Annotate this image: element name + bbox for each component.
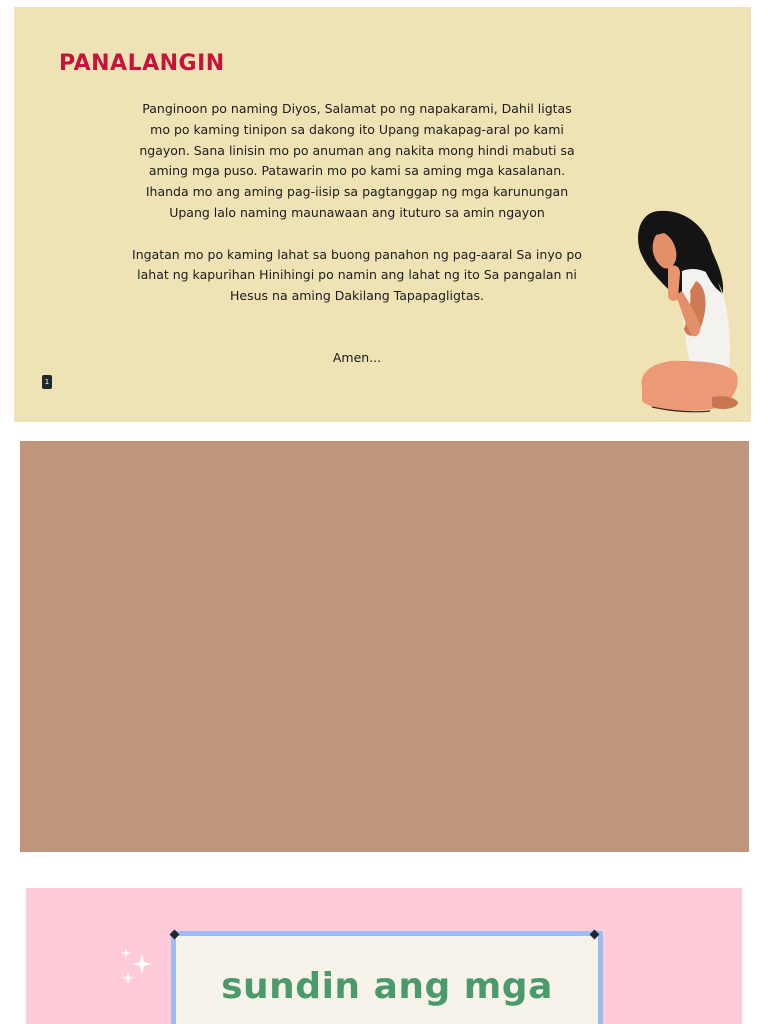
slide-blank [20, 441, 749, 852]
prayer-paragraph-2: Ingatan mo po kaming lahat sa buong panahon ng pag-aaral Sa inyo po lahat ng kapurihan Hinihingi po namin ang lahat ng ito Sa pangalan ni Hesus na aming Dakilang Tapapagligtas. [132, 246, 582, 304]
note-card [171, 931, 603, 1024]
slide-title: PANALANGIN [59, 51, 225, 76]
slide-prayer [14, 7, 751, 422]
slide-instructions [26, 888, 742, 1024]
sparkle-icon [118, 946, 158, 992]
page-number-badge: 1 [42, 375, 52, 389]
card-heading: sundin ang mga [221, 966, 553, 1007]
prayer-closing: Amen... [332, 349, 382, 365]
praying-woman-illustration [612, 201, 742, 421]
prayer-text [132, 99, 582, 369]
prayer-paragraph-1: Panginoon po naming Diyos, Salamat po ng napakarami, Dahil ligtas mo po kaming tinipon sa dakong ito Upang makapag-aral po kami ngayon. Sana linisin mo po anuman ang nakita mong hindi mabuti sa aming mga puso. Patawarin mo po kami sa aming mga kasalanan. Ihanda mo ang aming pag-iisip sa pagtanggap ng mga karunungan Upang lalo naming maunawaan ang ituturo sa amin ngayon [139, 101, 575, 220]
